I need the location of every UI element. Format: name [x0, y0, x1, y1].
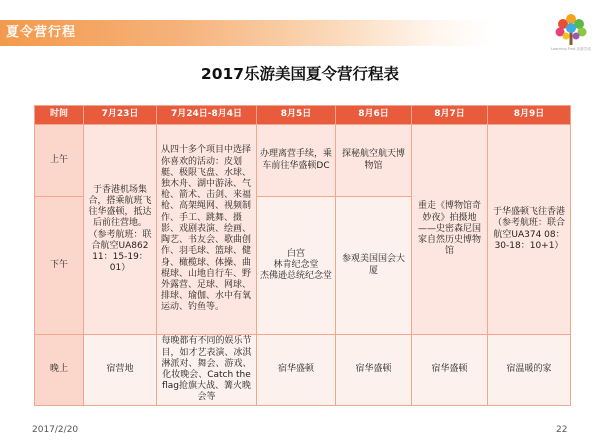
- banner-title: 夏令营行程: [6, 25, 77, 40]
- header-cell: 8月7日: [412, 106, 488, 125]
- cell-aug9-daytime: 于华盛顿飞往香港（参考航班：联合航空UA374 08：30-18：10+1）: [488, 125, 571, 335]
- cell-aug5-evening: 宿华盛顿: [257, 335, 336, 406]
- cell-aug7-evening: 宿华盛顿: [412, 335, 488, 406]
- header-cell: 时间: [35, 106, 84, 125]
- cell-jul23-daytime: 于香港机场集合，搭乘航班飞往华盛顿，抵达后前往营地。（参考航班：联合航空UA862 11：15-19：01）: [84, 125, 157, 335]
- cell-jul24-activities: 从四十多个项目中选择你喜欢的活动：皮划艇、极限飞盘、水球、独木舟、湖中游泳、气枪、箭术、击剑、来福枪、高架绳网、视频制作、手工、跳舞、摄影、戏剧表演、绘画、陶艺、书友会、歌曲创作、羽毛球、篮球、健身、橄榄球、体操、曲棍球、山地自行车、野外露营、足球、网球、排球、瑜伽、水中有氧运动、钓鱼等。: [157, 125, 257, 335]
- cell-jul23-evening: 宿营地: [84, 335, 157, 406]
- header-cell: 7月23日: [84, 106, 157, 125]
- table-row-morning: [35, 125, 571, 197]
- page-number: 22: [556, 425, 568, 435]
- cell-aug6-evening: 宿华盛顿: [336, 335, 412, 406]
- table-row-evening: [35, 335, 571, 406]
- table-header-row: [35, 106, 571, 125]
- cell-jul24-evening: 每晚都有不同的娱乐节目，如才艺表演、冰淇淋派对、舞会、游戏、化妆晚会、Catch the flag抢旗大战、篝火晚会等: [157, 335, 257, 406]
- row-label-evening: 晚上: [35, 335, 84, 406]
- cell-aug6-afternoon: 参观美国国会大厦: [336, 197, 412, 335]
- section-banner: [0, 20, 600, 46]
- logo-text: Learning First 乐游学成: [551, 47, 591, 51]
- cell-aug9-evening: 宿温暖的家: [488, 335, 571, 406]
- header-cell: 8月9日: [488, 106, 571, 125]
- header-cell: 8月5日: [257, 106, 336, 125]
- tree-logo-icon: [548, 10, 594, 56]
- cell-aug5-afternoon: 白宫 林肯纪念堂 杰佛逊总统纪念堂: [257, 197, 336, 335]
- cell-aug5-morning: 办理离营手续，乘车前往华盛顿DC: [257, 125, 336, 197]
- cell-aug6-morning: 探秘航空航天博物馆: [336, 125, 412, 197]
- footer-date: 2017/2/20: [32, 425, 79, 435]
- header-cell: 7月24日-8月4日: [157, 106, 257, 125]
- row-label-morning: 上午: [35, 125, 84, 197]
- itinerary-table: [34, 105, 571, 406]
- page-title: 2017乐游美国夏令营行程表: [200, 65, 400, 83]
- header-cell: 8月6日: [336, 106, 412, 125]
- row-label-afternoon: 下午: [35, 197, 84, 335]
- cell-aug7-daytime: 重走《博物馆奇妙夜》拍摄地——史密森尼国家自然历史博物馆: [412, 125, 488, 335]
